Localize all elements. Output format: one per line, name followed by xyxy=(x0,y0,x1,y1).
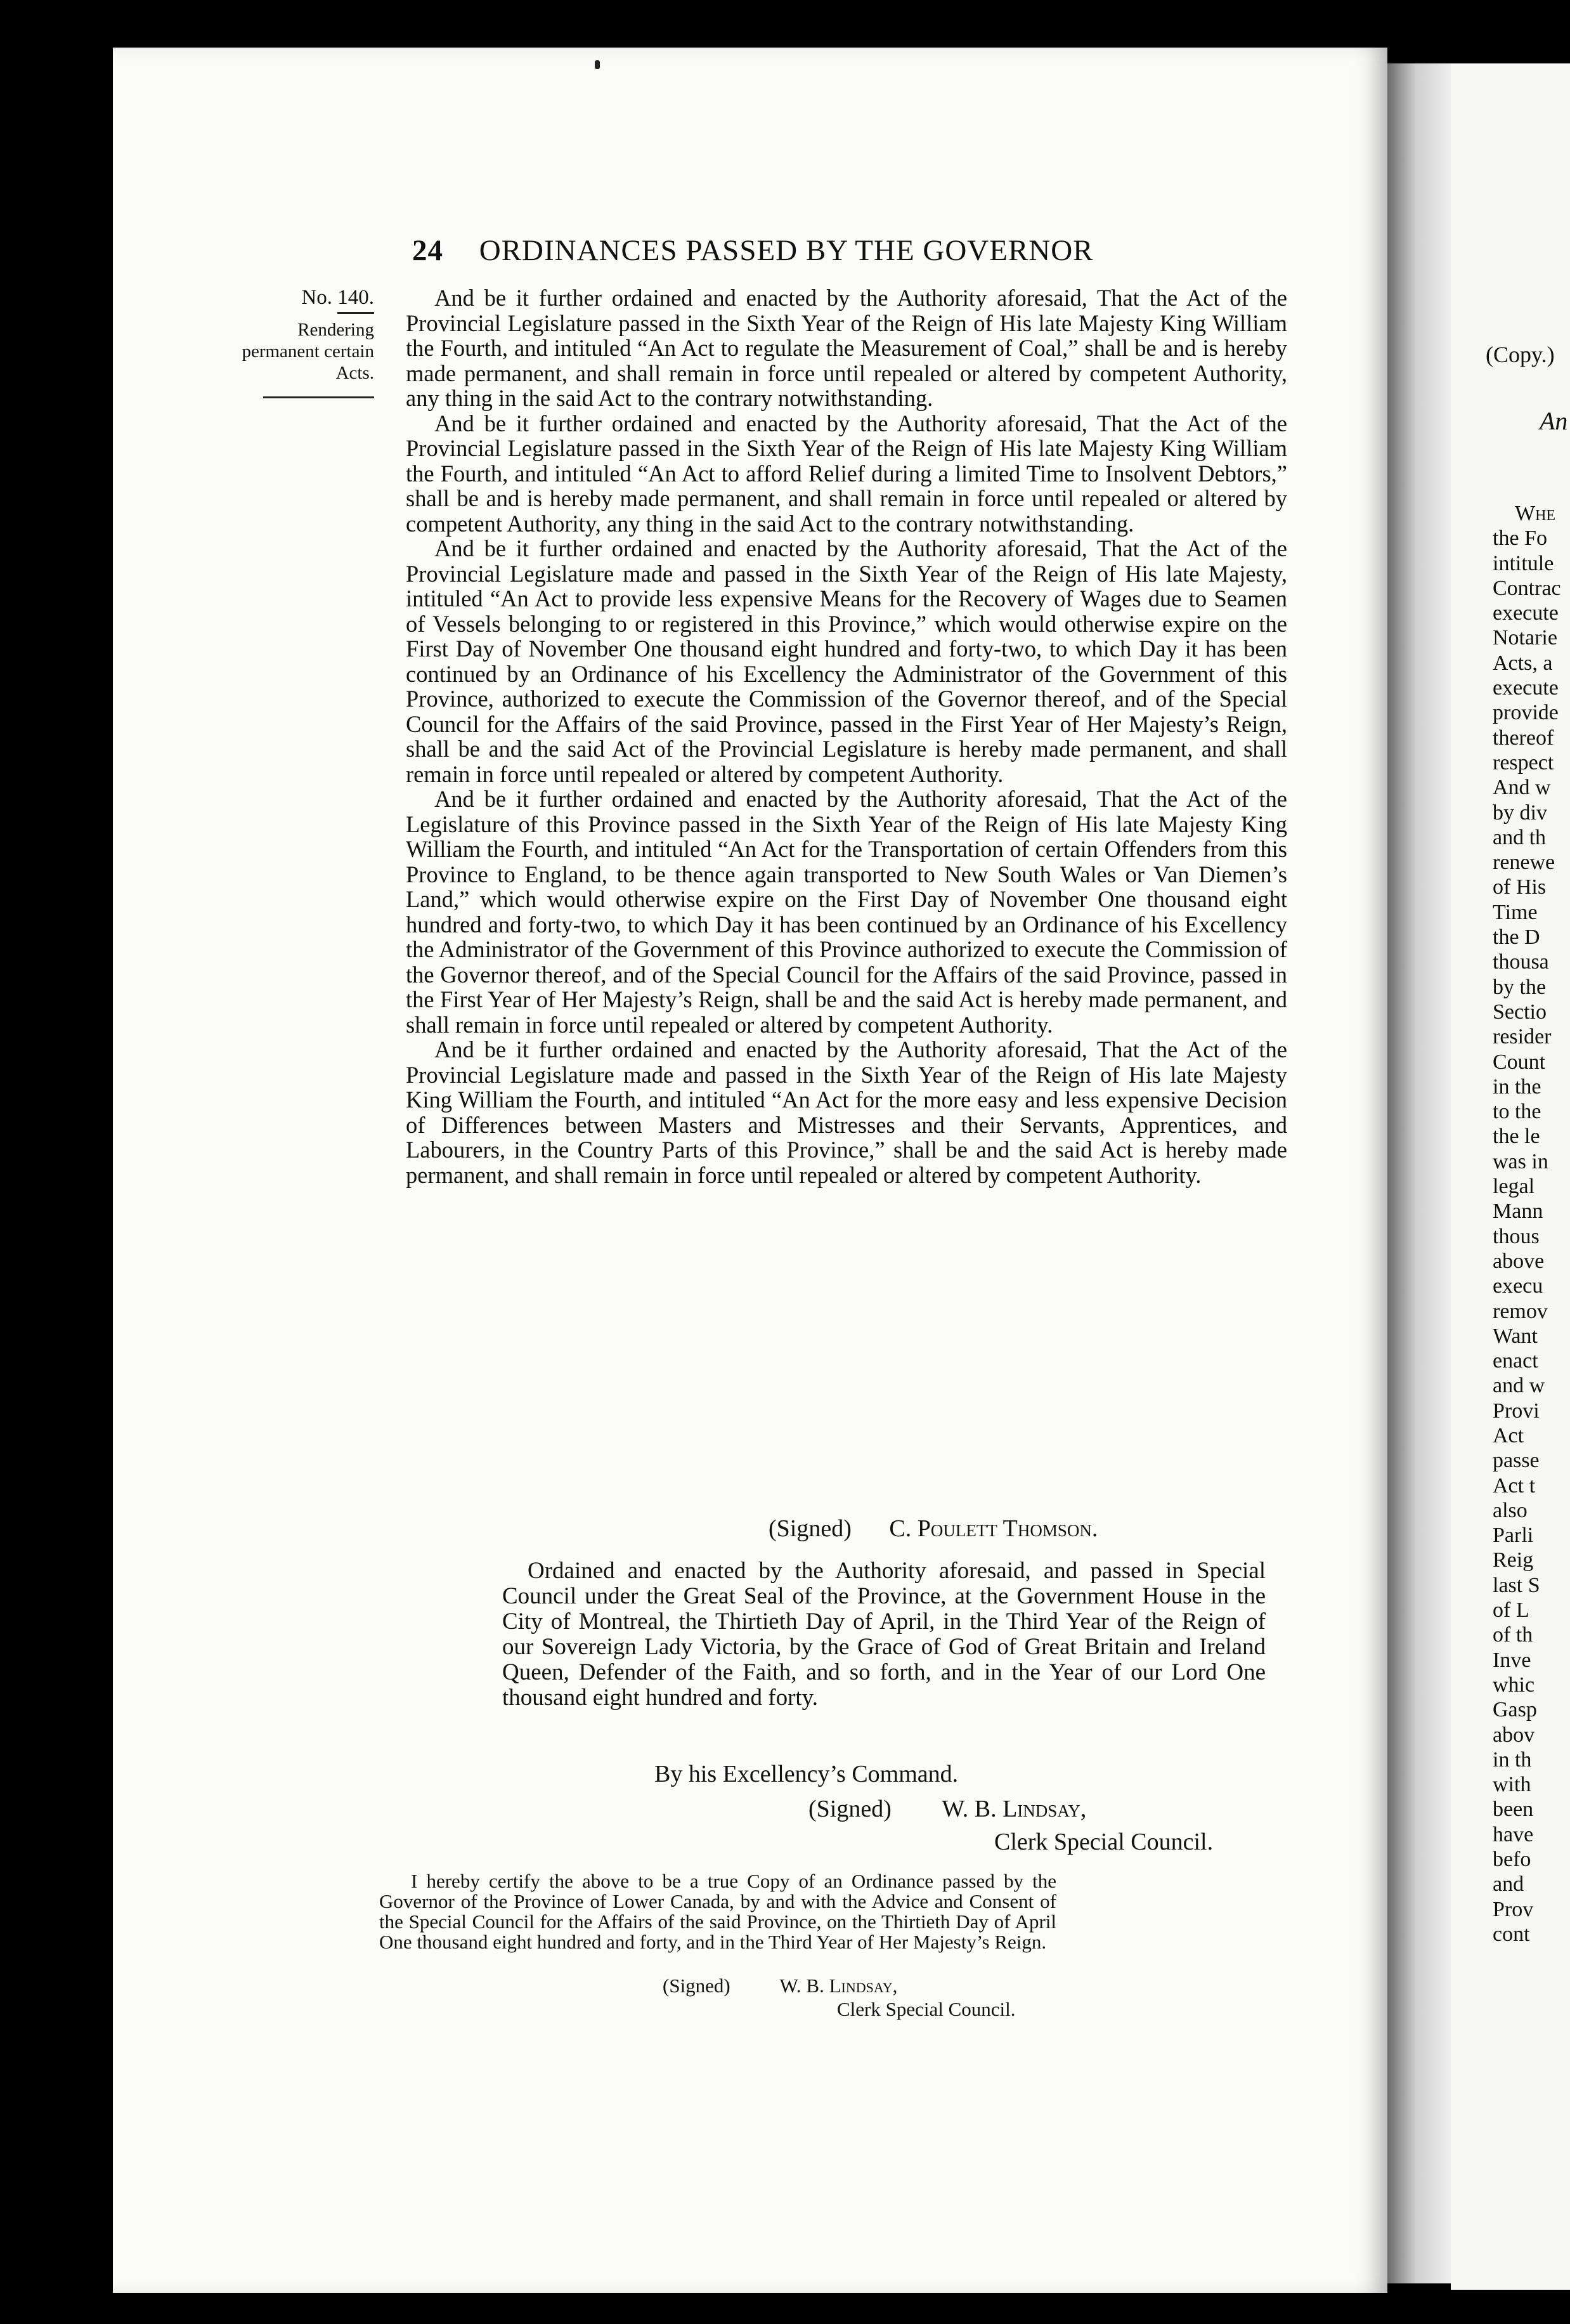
right-page-line: to the xyxy=(1493,1100,1541,1124)
right-page-line: Act t xyxy=(1493,1473,1536,1498)
right-page-line: cont xyxy=(1493,1922,1530,1946)
right-page-line: and xyxy=(1493,1872,1524,1896)
right-page-line: Provi xyxy=(1493,1399,1540,1423)
right-page-line: Reig xyxy=(1493,1548,1534,1572)
right-page-line: passe xyxy=(1493,1449,1540,1473)
right-page-line: renewe xyxy=(1493,851,1555,875)
right-page-line: been xyxy=(1493,1798,1534,1822)
right-page-line: and th xyxy=(1493,825,1547,849)
signed-label: (Signed) xyxy=(769,1515,852,1542)
governor-signature xyxy=(769,1515,1098,1543)
right-page-line: abov xyxy=(1493,1723,1535,1747)
right-page-line: the le xyxy=(1493,1125,1540,1149)
short-rule xyxy=(337,312,374,314)
signatory-name: W. B. Lindsay, xyxy=(942,1796,1087,1822)
page-number: 24 xyxy=(412,234,443,267)
paragraph-seamen-wages: And be it further ordained and enacted by the Authority aforesaid, That the Act of the Provincial Legislature made and passed in the Sixth Year of the Reign of His late Majesty, intituled “An Act to provide less expensive Means for the Recovery of Wages due to Seamen of Vessels belonging to or registered in this Province,” which would otherwise expire on the First Day of November One thousand eight hundred and forty-two, to which Day it has been continued by an Ordinance of his Excellency the Administrator of the Government of this Province, authorized to execute the Commission of the Governor thereof, and of the Special Council for the Affairs of the said Province, passed in the First Year of Her Majesty’s Reign, shall be and the said Act of the Provincial Legislature is hereby made permanent, and shall remain in force until repealed or altered by competent Authority. xyxy=(406,535,1287,787)
right-page-line: have xyxy=(1493,1822,1534,1846)
right-page-line: Prov xyxy=(1493,1897,1534,1921)
right-page-line: in th xyxy=(1493,1747,1532,1772)
right-page-line: execute xyxy=(1493,601,1559,625)
right-page-line: of L xyxy=(1493,1598,1529,1622)
signed-label: (Signed) xyxy=(663,1975,730,1997)
copy-heading: (Copy.) xyxy=(1486,342,1555,367)
right-page-line: Parli xyxy=(1493,1524,1534,1548)
right-page-line: Count xyxy=(1493,1050,1546,1074)
right-page-line: resider xyxy=(1493,1025,1552,1049)
margin-note-text: Rendering permanent certain Acts. xyxy=(242,320,374,383)
right-page-line: legal xyxy=(1493,1175,1535,1199)
ordinance-body xyxy=(406,285,1287,1187)
right-page-line: Want xyxy=(1493,1324,1538,1348)
paragraph-masters-servants: And be it further ordained and enacted by the Authority aforesaid, That the Act of the Provincial Legislature made and passed in the Sixth Year of the Reign of His late Majesty King William the Fourth, and intituled “An Act for the more easy and less expensive Decision of Differences between Masters and Mistresses and their Servants, Apprentices, and Labourers, in the Country Parts of this Province,” shall be and the said Act is hereby made permanent, and shall remain in force until repealed or altered by competent Authority. xyxy=(406,1036,1287,1188)
right-page-line: intitule xyxy=(1493,551,1554,575)
right-page-line: respect xyxy=(1493,750,1554,774)
signatory-name: W. B. Lindsay, xyxy=(779,1975,898,1997)
right-page-line: with xyxy=(1493,1773,1531,1797)
certification-block xyxy=(379,1871,1056,1952)
right-page-line: And w xyxy=(1493,776,1551,800)
paragraph-transportation: And be it further ordained and enacted by the Authority aforesaid, That the Act of the Legislature of this Province passed in the Sixth Year of the Reign of His late Majesty King William the Fourth, and intituled “An Act for the Transportation of certain Offenders from this Province to England, to be thence again transported to New South Wales or Van Diemen’s Land,” which would otherwise expire on the First Day of November One thousand eight hundred and forty-two, to which Day it has been continued by an Ordinance of his Excellency the Administrator of the Government of this Province authorized to execute the Commission of the Governor thereof, and of the Special Council for the Affairs of the said Province, passed in the First Year of Her Majesty’s Reign, shall be and the said Act is hereby made permanent, and shall remain in force until repealed or altered by competent Authority. xyxy=(406,786,1287,1038)
right-page-line: Sectio xyxy=(1493,1000,1547,1024)
paragraph-insolvent-debtors: And be it further ordained and enacted by the Authority aforesaid, That the Act of the Provincial Legislature passed in the Sixth Year of the Reign of His late Majesty King William the Fourth, and intituled “An Act to afford Relief during a limited Time to Insolvent Debtors,” shall be and is hereby made permanent, and shall remain in force until repealed or altered by competent Authority, any thing in the said Act to the contrary notwithstanding. xyxy=(406,410,1287,537)
right-page-line: the D xyxy=(1493,925,1540,950)
clerk-signature xyxy=(808,1795,1086,1823)
ordinance-number: No. 140. xyxy=(301,286,374,309)
right-page-line: Inve xyxy=(1493,1648,1531,1672)
right-page-line: Notarie xyxy=(1493,626,1557,650)
right-page-line: in the xyxy=(1493,1074,1541,1099)
long-rule xyxy=(263,396,374,398)
running-header xyxy=(412,233,1173,268)
right-page-line-starts xyxy=(1493,501,1561,1947)
right-page-line: whic xyxy=(1493,1673,1535,1697)
header-title: ORDINANCES PASSED BY THE GOVERNOR xyxy=(479,234,1094,267)
right-page-line: also xyxy=(1493,1498,1528,1522)
right-page-line: above xyxy=(1493,1249,1545,1273)
ink-speck xyxy=(595,60,600,69)
right-page-fragment xyxy=(1451,63,1570,2290)
right-page-line: last S xyxy=(1493,1573,1540,1597)
right-page-line: remov xyxy=(1493,1299,1548,1323)
right-page-line: thousa xyxy=(1493,950,1549,974)
signed-label: (Signed) xyxy=(808,1796,892,1822)
right-page-line: thereof xyxy=(1493,726,1554,750)
right-page-line: of His xyxy=(1493,875,1547,899)
certification-signature xyxy=(663,1975,897,1997)
command-line: By his Excellency’s Command. xyxy=(654,1761,959,1787)
right-page-line: Acts, a xyxy=(1493,651,1553,675)
right-page-line: thous xyxy=(1493,1224,1540,1248)
right-page-line: Gasp xyxy=(1493,1698,1537,1722)
book-gutter xyxy=(1387,63,1451,2283)
right-page-line: Contrac xyxy=(1493,576,1561,600)
right-page-line: execute xyxy=(1493,676,1559,700)
enactment-text: Ordained and enacted by the Authority aforesaid, and passed in Special Council under the Great Seal of the Province, at the Government House in the City of Montreal, the Thirtieth Day of April, in the Third Year of the Reign of our Sovereign Lady Victoria, by the Grace of God of Great Britain and Ireland Queen, Defender of the Faith, and so forth, and in the Year of our Lord One thousand eight hundred and forty. xyxy=(502,1558,1266,1711)
enactment-clause xyxy=(502,1558,1266,1711)
right-page-subheading: An xyxy=(1540,407,1568,435)
right-page-line: Whe xyxy=(1515,502,1556,525)
right-page-line: Time xyxy=(1493,900,1538,924)
right-page-line: by div xyxy=(1493,800,1547,825)
clerk-title: Clerk Special Council. xyxy=(994,1829,1214,1855)
signatory-name: C. Poulett Thomson. xyxy=(889,1515,1098,1542)
right-page-line: execu xyxy=(1493,1274,1543,1298)
right-page-line: provide xyxy=(1493,701,1559,725)
right-page-line: and w xyxy=(1493,1374,1545,1398)
right-page-line: enact xyxy=(1493,1349,1538,1373)
certification-text: I hereby certify the above to be a true Copy of an Ordinance passed by the Governor of the Province of Lower Canada, by and with the Advice and Consent of the Special Council for the Affairs of the said Province, on the Thirtieth Day of April One thousand eight hundred and forty, and in the Third Year of Her Majesty’s Reign. xyxy=(379,1870,1056,1953)
right-page-line: Act xyxy=(1493,1423,1524,1447)
right-page-line: the Fo xyxy=(1493,526,1547,551)
right-page-line: by the xyxy=(1493,975,1547,999)
right-page-line: befo xyxy=(1493,1848,1531,1872)
certification-clerk-title: Clerk Special Council. xyxy=(837,1998,1016,2020)
margin-note xyxy=(222,287,374,398)
right-page-line: of th xyxy=(1493,1623,1533,1647)
paragraph-coal-measurement: And be it further ordained and enacted by the Authority aforesaid, That the Act of the Provincial Legislature passed in the Sixth Year of the Reign of His late Majesty King William the Fourth, and intituled “An Act to regulate the Measurement of Coal,” shall be and is hereby made permanent, and shall remain in force until repealed or altered by competent Authority, any thing in the said Act to the contrary notwithstanding. xyxy=(406,285,1287,411)
right-page-line: Mann xyxy=(1493,1199,1543,1224)
right-page-line: was in xyxy=(1493,1149,1548,1173)
